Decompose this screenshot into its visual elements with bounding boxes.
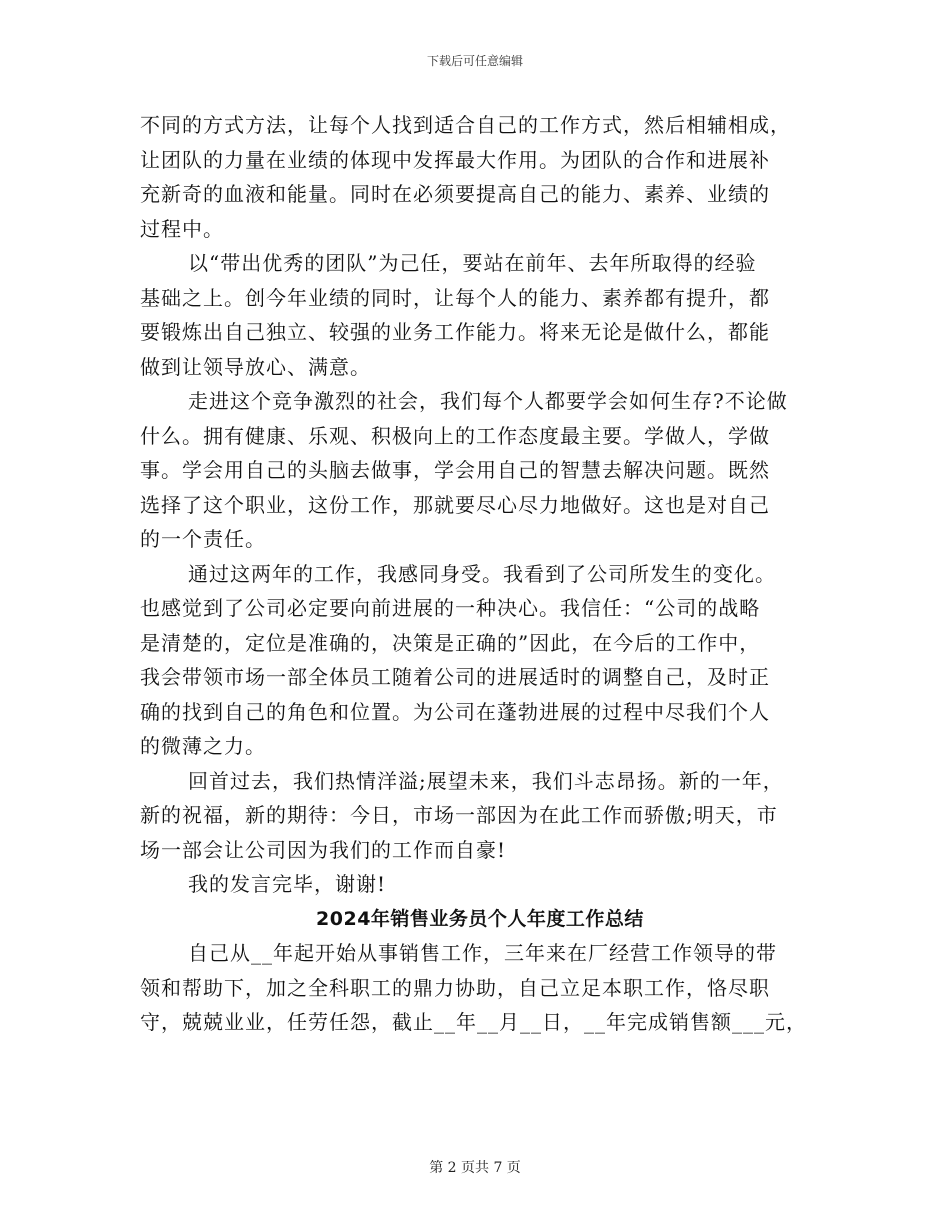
text-line: 是清楚的，定位是准确的，决策是正确的”因此，在今后的工作中， — [140, 630, 761, 655]
text-line: 我的发言完毕，谢谢! — [188, 872, 387, 896]
text-line: 事。学会用自己的头脑去做事，学会用自己的智慧去解决问题。既然 — [140, 458, 770, 482]
text-line: 做到让领导放心、满意。 — [140, 354, 371, 379]
section-paragraph-lines — [140, 936, 820, 1040]
text-line: 选择了这个职业，这份工作，那就要尽心尽力地做好。这也是对自己 — [140, 492, 770, 517]
text-line: 不同的方式方法，让每个人找到适合自己的工作方式，然后相辅相成， — [140, 113, 791, 137]
text-line: 的一个责任。 — [140, 527, 266, 551]
text-line: 让团队的力量在业绩的体现中发挥最大作用。为团队的合作和进展补 — [140, 147, 770, 172]
text-line: 基础之上。创今年业绩的同时，让每个人的能力、素养都有提升，都 — [140, 285, 770, 310]
text-line: 领和帮助下，加之全科职工的鼎力协助，自己立足本职工作，恪尽职 — [140, 975, 770, 1000]
page-footer: 第 2 页共 7 页 — [429, 1160, 521, 1176]
text-line: 我会带领市场一部全体员工随着公司的进展适时的调整自己，及时正 — [140, 665, 770, 689]
text-line: 守，兢兢业业，任劳任怨，截止__年__月__日，__年完成销售额___元， — [140, 1010, 807, 1034]
text-line: 新的祝福，新的期待：今日，市场一部因为在此工作而骄傲;明天，市 — [140, 803, 778, 827]
text-line: 要锻炼出自己独立、较强的业务工作能力。将来无论是做什么，都能 — [140, 320, 770, 344]
text-line: 充新奇的血液和能量。同时在必须要提高自己的能力、素养、业绩的 — [140, 182, 770, 206]
text-line: 回首过去，我们热情洋溢;展望未来，我们斗志昂扬。新的一年， — [188, 768, 784, 793]
paragraph-lines — [140, 108, 820, 902]
text-line: 也感觉到了公司必定要向前进展的一种决心。我信任：“公司的战略 — [140, 596, 761, 620]
text-line: 什么。拥有健康、乐观、积极向上的工作态度最主要。学做人，学做 — [140, 423, 770, 448]
text-line: 的微薄之力。 — [140, 734, 266, 758]
text-line: 通过这两年的工作，我感同身受。我看到了公司所发生的变化。 — [188, 561, 776, 586]
text-line: 走进这个竞争激烈的社会，我们每个人都要学会如何生存?不论做 — [188, 389, 788, 413]
section-title: 2024年销售业务员个人年度工作总结 — [316, 907, 644, 930]
document-body — [140, 108, 820, 1040]
text-line: 场一部会让公司因为我们的工作而自豪! — [140, 837, 507, 862]
text-line: 确的找到自己的角色和位置。为公司在蓬勃进展的过程中尽我们个人 — [140, 699, 770, 724]
text-line: 以“带出优秀的团队”为己任，要站在前年、去年所取得的经验 — [188, 251, 757, 275]
text-line: 过程中。 — [140, 216, 224, 241]
text-line: 自己从__年起开始从事销售工作，三年来在厂经营工作领导的带 — [188, 941, 777, 965]
page-header: 下载后可任意编辑 — [426, 54, 523, 68]
